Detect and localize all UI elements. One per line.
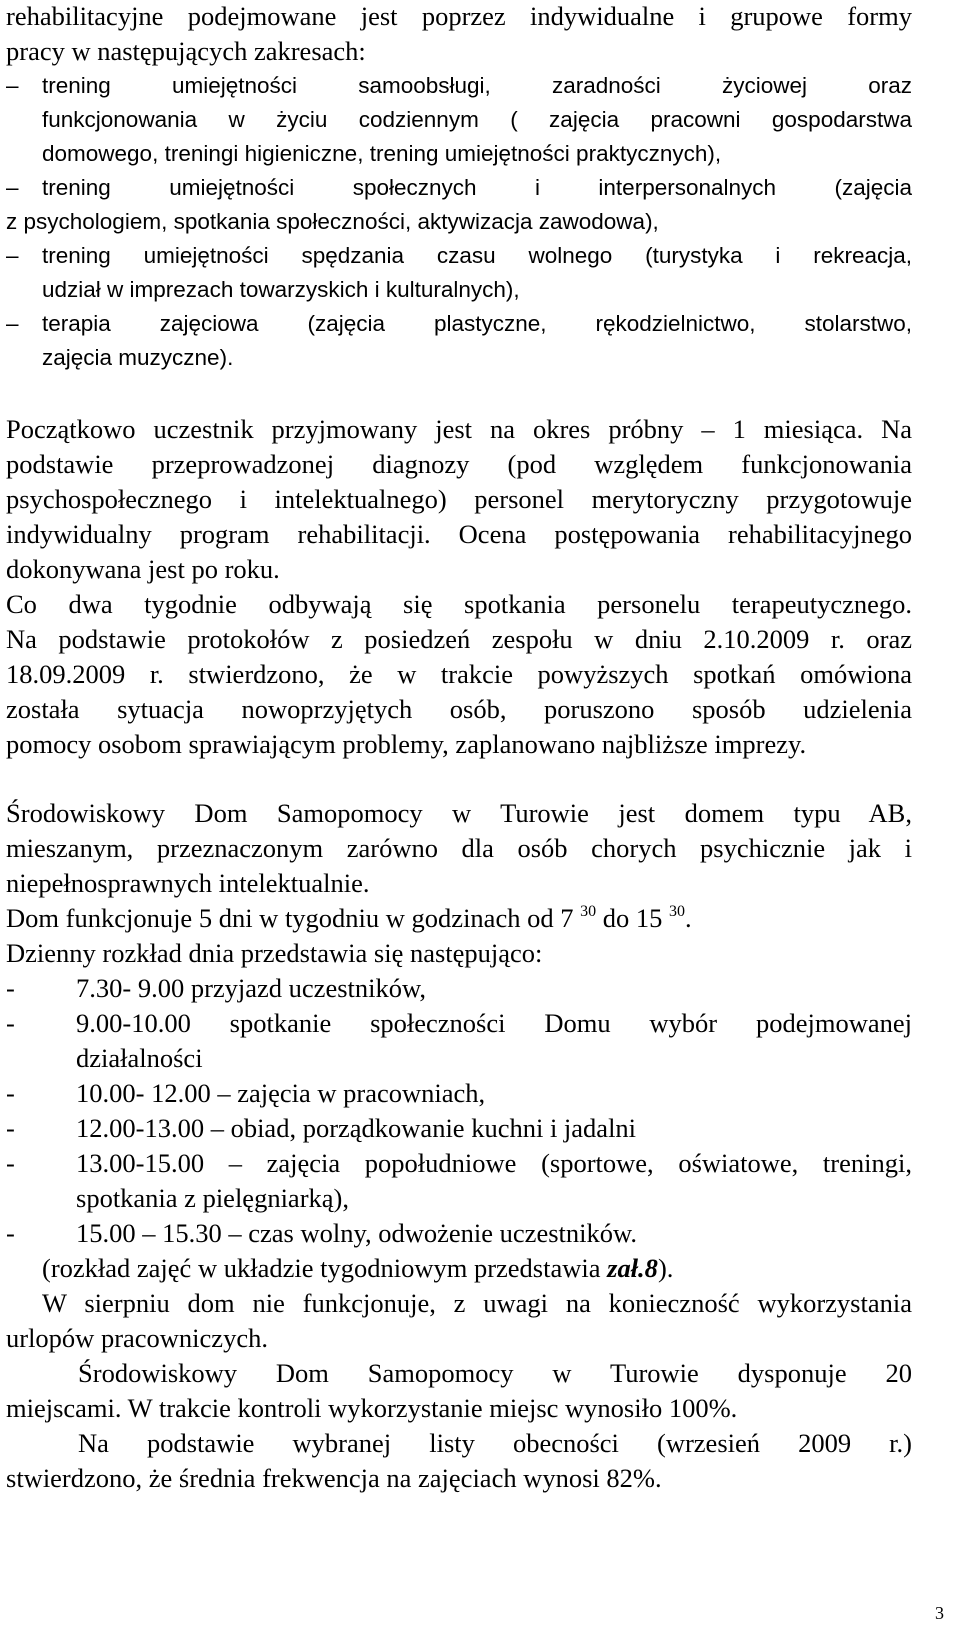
paragraph-line: indywidualny program rehabilitacji. Ocena postępowania rehabilitacyjnego [6,519,912,549]
paragraph-line: Środowiskowy Dom Samopomocy w Turowie jest domem typu AB, [6,798,912,828]
schedule-item: 15.00 – 15.30 – czas wolny, odwożenie uczestników. [76,1218,638,1248]
schedule-item: 10.00- 12.00 – zajęcia w pracowniach, [76,1078,486,1108]
schedule-item: działalności [76,1043,203,1073]
list-item-line: zajęcia muzyczne). [42,345,234,370]
list-dash: – [6,311,19,336]
paragraph-line: Środowiskowy Dom Samopomocy w Turowie dysponuje 20 [78,1358,912,1388]
paragraph-line: miejscami. W trakcie kontroli wykorzystanie miejsc wynosiło 100%. [6,1393,738,1423]
list-dash: – [6,175,19,200]
note-text: ). [657,1253,674,1283]
list-item-line: trening umiejętności samoobsługi, zaradności życiowej oraz [42,73,912,98]
schedule-item: spotkania z pielęgniarką), [76,1183,349,1213]
list-dash: – [6,243,19,268]
list-item-line: udział w imprezach towarzyskich i kulturalnych), [42,277,520,302]
hours-text: Dom funkcjonuje 5 dni w tygodniu w godzinach od 7 [6,903,574,933]
paragraph-line: stwierdzono, że średnia frekwencja na zajęciach wynosi 82%. [6,1463,662,1493]
intro-line: rehabilitacyjne podejmowane jest poprzez indywidualne i grupowe formy [6,1,912,31]
schedule-hyphen: - [6,1008,15,1038]
list-item-line: z psychologiem, spotkania społeczności, aktywizacja zawodowa), [6,209,659,234]
weekly-schedule-note [42,1252,912,1284]
opening-hours [6,902,912,934]
schedule-hyphen: - [6,1113,15,1143]
list-item-line: trening umiejętności spędzania czasu wolnego (turystyka i rekreacja, [42,243,912,268]
paragraph-line: mieszanym, przeznaczonym zarówno dla osób chorych psychicznie jak i [6,833,912,863]
note-text: (rozkład zajęć w układzie tygodniowym przedstawia [42,1253,608,1283]
schedule-intro: Dzienny rozkład dnia przedstawia się następująco: [6,938,543,968]
schedule-hyphen: - [6,973,15,1003]
paragraph-line: 18.09.2009 r. stwierdzono, że w trakcie powyższych spotkań omówiona [6,659,912,689]
paragraph-line: została sytuacja nowoprzyjętych osób, poruszono sposób udzielenia [6,694,912,724]
paragraph-line: W sierpniu dom nie funkcjonuje, z uwagi na konieczność wykorzystania [42,1288,912,1318]
list-item-line: funkcjonowania w życiu codziennym ( zajęcia pracowni gospodarstwa [42,107,912,132]
schedule-hyphen: - [6,1078,15,1108]
list-item-line: terapia zajęciowa (zajęcia plastyczne, rękodzielnictwo, stolarstwo, [42,311,912,336]
schedule-item: 13.00-15.00 – zajęcia popołudniowe (sportowe, oświatowe, treningi, [76,1148,912,1178]
intro-line: pracy w następujących zakresach: [6,36,366,66]
schedule-hyphen: - [6,1148,15,1178]
schedule-hyphen: - [6,1218,15,1248]
hours-text: . [684,903,692,933]
paragraph-line: Co dwa tygodnie odbywają się spotkania personelu terapeutycznego. [6,589,912,619]
attachment-reference: zał.8 [607,1253,658,1283]
schedule-item: 12.00-13.00 – obiad, porządkowanie kuchni i jadalni [76,1113,637,1143]
hours-superscript: 30 [668,903,685,920]
hours-text: do 15 [602,903,663,933]
paragraph-line: Na podstawie wybranej listy obecności (wrzesień 2009 r.) [78,1428,912,1458]
list-dash: – [6,73,19,98]
paragraph-line: Na podstawie protokołów z posiedzeń zespołu w dniu 2.10.2009 r. oraz [6,624,912,654]
hours-superscript: 30 [580,903,597,920]
paragraph-line: urlopów pracowniczych. [6,1323,268,1353]
schedule-item: 9.00-10.00 spotkanie społeczności Domu wybór podejmowanej [76,1008,912,1038]
paragraph-line: psychospołecznego i intelektualnego) personel merytoryczny przygotowuje [6,484,912,514]
list-item-line: domowego, treningi higieniczne, trening umiejętności praktycznych), [42,141,722,166]
paragraph-line: dokonywana jest po roku. [6,554,280,584]
paragraph-line: pomocy osobom sprawiającym problemy, zaplanowano najbliższe imprezy. [6,729,807,759]
page-number: 3 [935,1603,944,1623]
paragraph-line: niepełnosprawnych intelektualnie. [6,868,370,898]
paragraph-line: Początkowo uczestnik przyjmowany jest na okres próbny – 1 miesiąca. Na [6,414,912,444]
list-item-line: trening umiejętności społecznych i interpersonalnych (zajęcia [42,175,912,200]
schedule-item: 7.30- 9.00 przyjazd uczestników, [76,973,427,1003]
paragraph-line: podstawie przeprowadzonej diagnozy (pod względem funkcjonowania [6,449,912,479]
